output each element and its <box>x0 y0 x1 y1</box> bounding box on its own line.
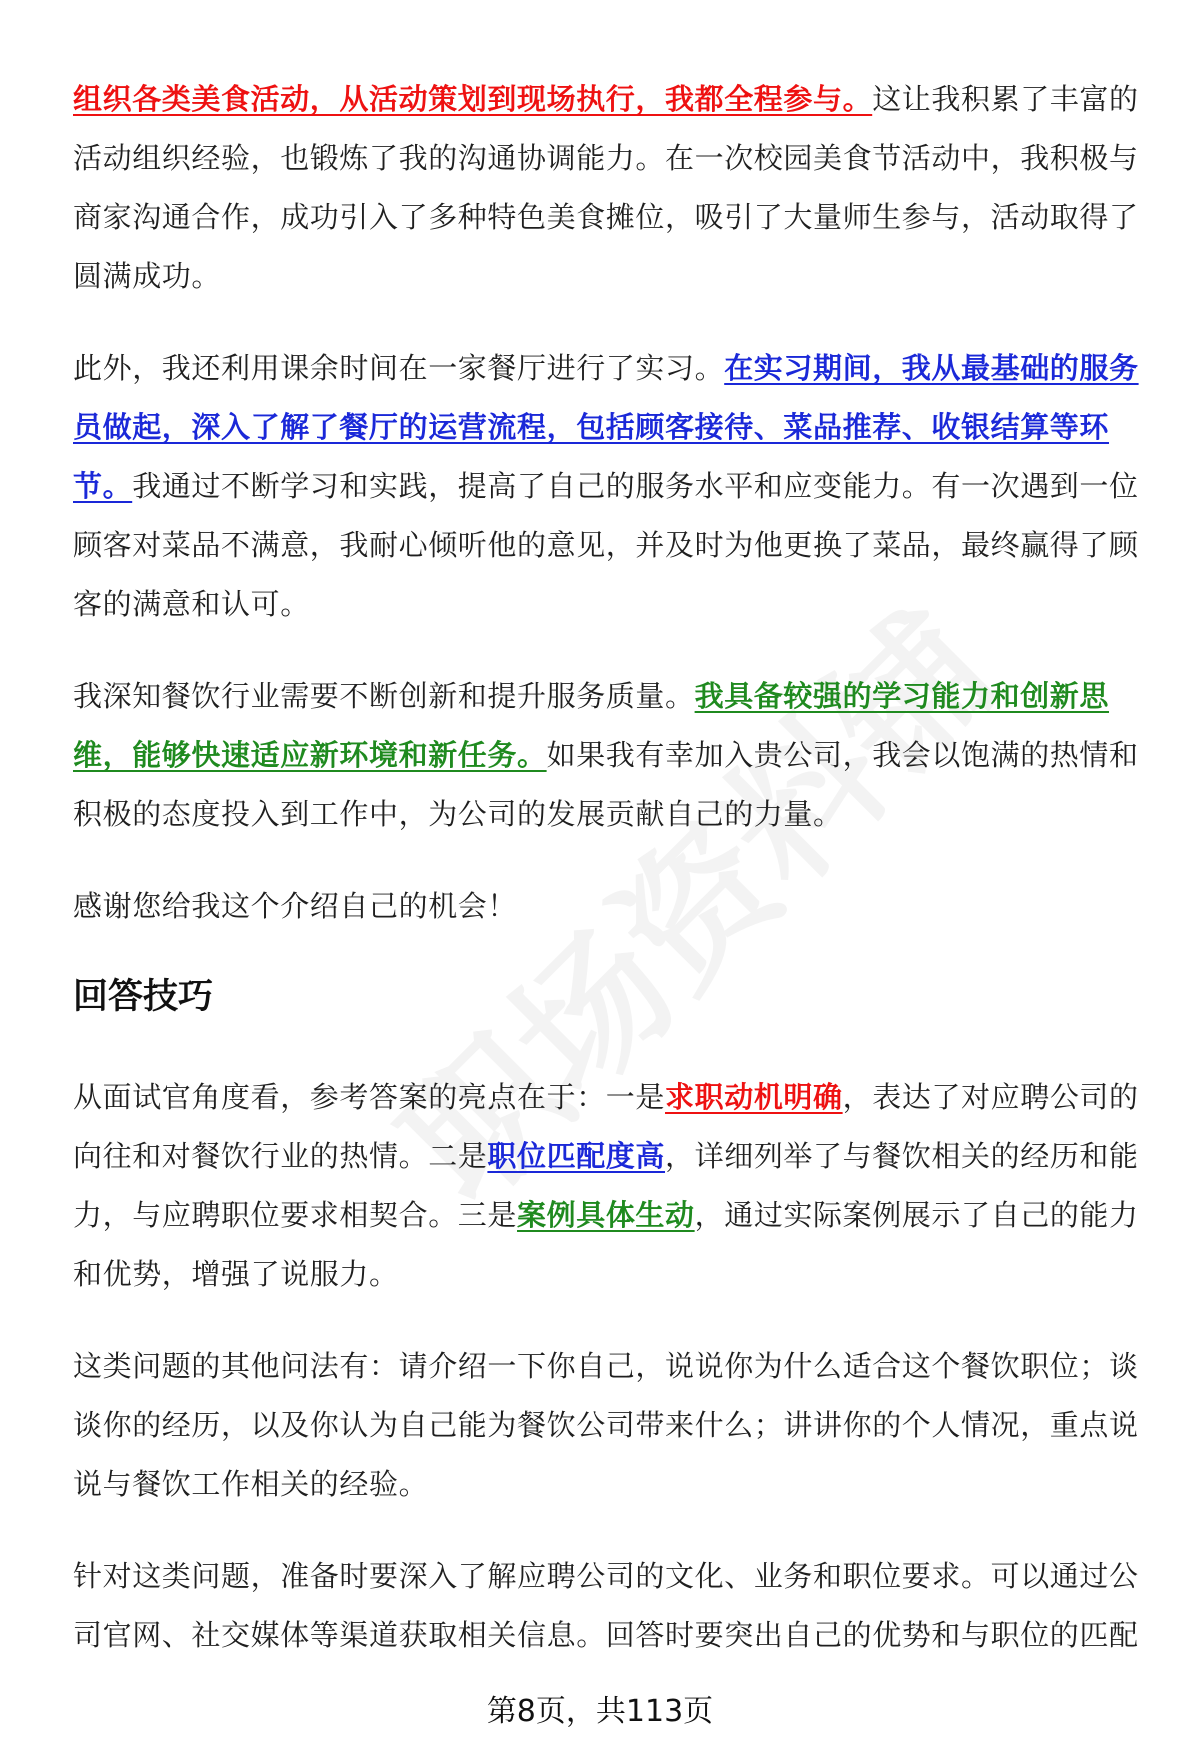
highlight-red: 求职动机明确 <box>665 1080 843 1114</box>
paragraph-tips-variants: 这类问题的其他问法有：请介绍一下你自己，说说你为什么适合这个餐饮职位；谈谈你的经历，以及你认为自己能为餐饮公司带来什么；讲讲你的个人情况，重点说说与餐饮工作相关的经验。 <box>73 1349 1139 1501</box>
paragraph-abilities <box>73 667 1147 844</box>
highlight-red: 组织各类美食活动，从活动策划到现场执行，我都全程参与。 <box>73 82 873 116</box>
highlight-blue: 在实习期间，我从最基础的服务员做起，深入了解了餐厅的运营流程，包括顾客接待、菜品推荐、收银结算等环节。 <box>73 351 1139 503</box>
page-number: 第8页，共113页 <box>486 1694 714 1729</box>
paragraph-internship <box>73 339 1147 634</box>
paragraph-tips-highlights <box>73 1068 1147 1304</box>
paragraph-text: ，详细列举了与餐饮相关的经历和能力，与应聘职位要求相契合。三是 <box>73 1139 1139 1232</box>
highlight-blue: 职位匹配度高 <box>487 1139 666 1173</box>
paragraph-tips-prep: 针对这类问题，准备时要深入了解应聘公司的文化、业务和职位要求。可以通过公司官网、社交媒体等渠道获取相关信息。回答时要突出自己的优势和与职位的匹配 <box>73 1559 1139 1652</box>
paragraph-text: 我通过不断学习和实践，提高了自己的服务水平和应变能力。有一次遇到一位顾客对菜品不满意，我耐心倾听他的意见，并及时为他更换了菜品，最终赢得了顾客的满意和认可。 <box>73 469 1139 621</box>
paragraph-text: 如果我有幸加入贵公司，我会以饱满的热情和积极的态度投入到工作中，为公司的发展贡献自己的力量。 <box>73 738 1139 831</box>
paragraph-text: 此外，我还利用课余时间在一家餐厅进行了实习。 <box>73 351 725 385</box>
paragraph-text: ，表达了对应聘公司的向往和对餐饮行业的热情。二是 <box>73 1080 1139 1173</box>
highlight-green: 案例具体生动 <box>517 1198 695 1232</box>
paragraph-activities <box>73 70 1147 306</box>
section-heading: 回答技巧 <box>73 977 214 1017</box>
highlight-green: 我具备较强的学习能力和创新思维，能够快速适应新环境和新任务。 <box>73 679 1110 772</box>
document-body <box>73 70 1147 1698</box>
paragraph-text: ，通过实际案例展示了自己的能力和优势，增强了说服力。 <box>73 1198 1139 1291</box>
paragraph-text: 这让我积累了丰富的活动组织经验，也锻炼了我的沟通协调能力。在一次校园美食节活动中，我积极与商家沟通合作，成功引入了多种特色美食摊位，吸引了大量师生参与，活动取得了圆满成功。 <box>73 82 1139 293</box>
paragraph-thanks <box>73 877 1147 936</box>
paragraph-text: 从面试官角度看，参考答案的亮点在于：一是 <box>73 1080 666 1114</box>
paragraph-text: 感谢您给我这个介绍自己的机会！ <box>73 889 518 923</box>
paragraph-text: 我深知餐饮行业需要不断创新和提升服务质量。 <box>73 679 695 713</box>
